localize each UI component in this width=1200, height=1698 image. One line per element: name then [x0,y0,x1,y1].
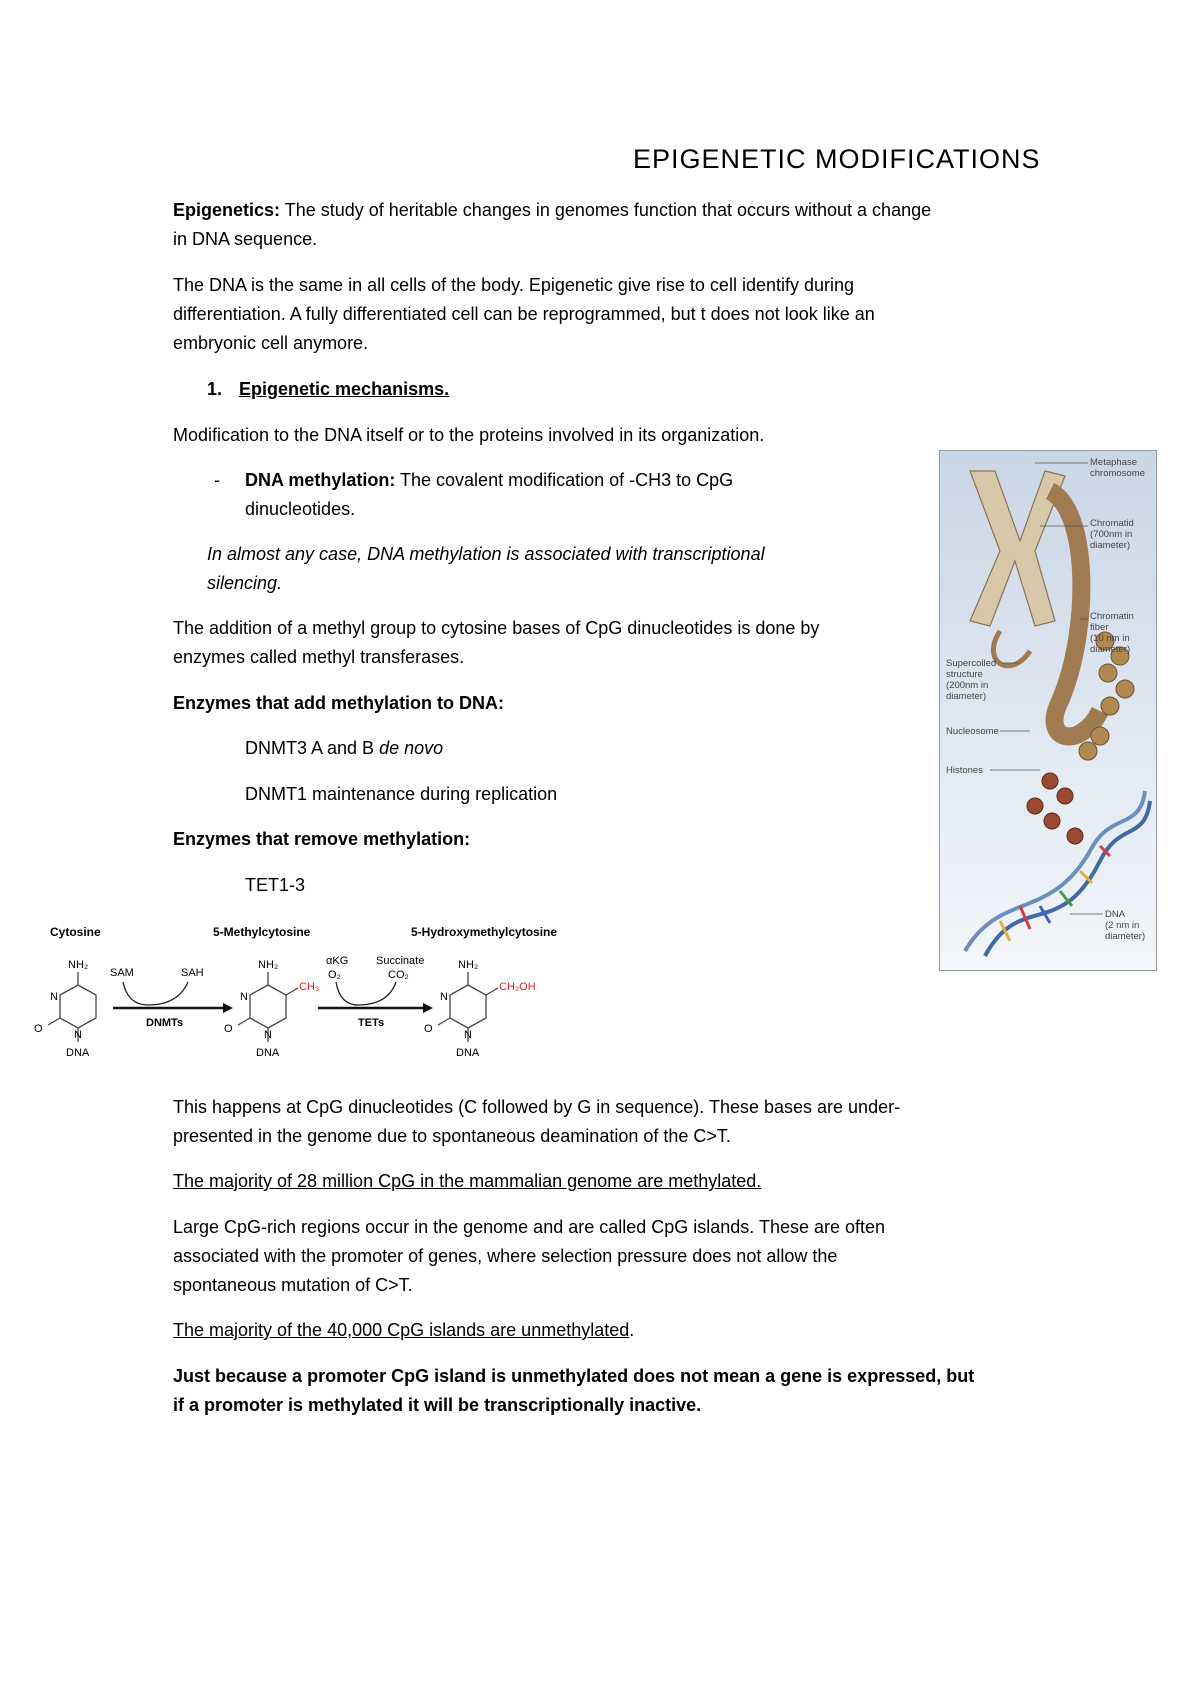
label-sah: SAH [181,967,204,979]
n-3b: N [464,1029,472,1041]
paragraph-cpg-line-1: This happens at CpG dinucleotides (C followed by G in sequence). These bases are under- [173,1097,901,1117]
tet-line: TET1-3 [245,875,306,895]
label-supercoiled-2: structure [946,669,983,680]
definition-line-2: in DNA sequence. [173,229,318,249]
paragraph-modification: Modification to the DNA itself or to the proteins involved in its organization. [173,425,765,445]
paragraph-dna-line-3: embryonic cell anymore. [173,333,369,353]
label-cytosine: Cytosine [50,925,101,939]
paragraph-addition-line-2: enzymes called methyl transferases. [173,647,465,667]
paragraph-islands-line-1: Large CpG-rich regions occur in the genome and are called CpG islands. These are often [173,1217,886,1237]
n-2b: N [264,1029,272,1041]
label-fiber-3: (10 nm in [1090,633,1130,644]
paragraph-dna-line-2: differentiation. A fully differentiated cell can be reprogrammed, but t does not look like an [173,304,875,324]
bold-conclusion-line-1 [173,1362,974,1391]
label-sam: SAM [110,967,134,979]
bullet-line-2: dinucleotides. [245,499,356,519]
o-2: O [224,1023,233,1035]
label-dnmts: DNMTs [146,1017,184,1029]
dnmt3-italic: de novo [379,738,444,758]
label-chromatid-2: (700nm in [1090,529,1133,540]
o-1: O [34,1023,43,1035]
label-supercoiled-4: diameter) [946,691,987,702]
n-1b: N [74,1029,82,1041]
bullet-term: DNA methylation: [245,470,396,490]
label-metaphase-2: chromosome [1090,468,1145,479]
label-dna-3: diameter) [1105,931,1146,942]
section-title: Epigenetic mechanisms. [239,379,450,399]
bullet-dash: - [214,470,220,490]
underlined-statement-2-text: The majority of the 40,000 CpG islands are unmethylated [173,1320,630,1340]
label-metaphase-1: Metaphase [1090,457,1138,468]
definition-line-1 [173,196,931,225]
bullet-text: The covalent modification of -CH3 to CpG [395,470,734,490]
label-tets: TETs [358,1017,385,1029]
section-heading [207,375,449,404]
ch3-label: CH₃ [299,981,320,993]
italic-note-line-1: In almost any case, DNA methylation is associated with transcriptional [207,544,765,564]
nh2-3: NH₂ [458,959,479,971]
dna-1: DNA [66,1047,90,1059]
underlined-statement-2 [173,1316,634,1345]
label-fiber-2: fiber [1090,622,1109,633]
definition-term: Epigenetics: [173,200,281,220]
cytosine-structure [48,972,96,1042]
definition-text: The study of heritable changes in genomes function that occurs without a change [280,200,932,220]
paragraph-islands-line-2: associated with the promoter of genes, where selection pressure does not allow the [173,1246,838,1266]
nh2-1: NH₂ [68,959,89,971]
paragraph-dna-line-1: The DNA is the same in all cells of the body. Epigenetic give rise to cell identify during [173,275,855,295]
paragraph-cpg-line-2: presented in the genome due to spontaneous deamination of the C>T. [173,1126,731,1146]
page-title: EPIGENETIC MODIFICATIONS [633,144,1041,174]
paragraph-islands-line-3: spontaneous mutation of C>T. [173,1275,413,1295]
n-3: N [440,991,448,1003]
bold-conclusion-line-2 [173,1391,701,1420]
dna-3: DNA [456,1047,480,1059]
label-supercoiled-1: Supercoiled [946,658,997,669]
underlined-statement-2-period: . [629,1320,635,1340]
bold-conclusion-text-2: if a promoter is methylated it will be transcriptionally inactive. [173,1395,702,1415]
label-supercoiled-3: (200nm in [946,680,989,691]
label-fiber-4: diameter) [1090,644,1131,655]
dna-2: DNA [256,1047,280,1059]
label-chromatid-1: Chromatid [1090,518,1134,529]
dnmt3-text: DNMT3 A and B [245,738,380,758]
methylation-reaction-figure [28,920,568,1070]
chromatin-structure-figure [939,450,1157,971]
label-histones: Histones [946,765,983,776]
bold-conclusion-text-1: Just because a promoter CpG island is unmethylated does not mean a gene is expressed, but [173,1366,975,1386]
label-5-hydroxymethylcytosine: 5-Hydroxymethylcytosine [411,925,558,939]
n-2: N [240,991,248,1003]
italic-note-line-2: silencing. [207,573,283,593]
o-3: O [424,1023,433,1035]
remove-enzymes-heading [173,825,470,854]
label-akg: αKG [326,955,349,967]
dnmt1-line: DNMT1 maintenance during replication [245,784,558,804]
label-5-methylcytosine: 5-Methylcytosine [213,925,311,939]
label-dna-1: DNA [1105,909,1126,920]
remove-enzymes-heading-text: Enzymes that remove methylation: [173,829,471,849]
label-o2: O₂ [328,969,341,981]
add-enzymes-heading [173,689,504,718]
dnmt3-line [245,734,443,763]
underlined-statement-1: The majority of 28 million CpG in the mammalian genome are methylated. [173,1171,762,1191]
ch2oh-label: CH₂OH [499,981,536,993]
n-1: N [50,991,58,1003]
label-succinate: Succinate [376,955,425,967]
add-enzymes-heading-text: Enzymes that add methylation to DNA: [173,693,505,713]
label-dna-2: (2 nm in [1105,920,1140,931]
bullet-line-1 [245,466,733,495]
section-number: 1. [207,379,223,399]
label-chromatid-3: diameter) [1090,540,1131,551]
label-nucleosome: Nucleosome [946,726,999,737]
paragraph-addition-line-1: The addition of a methyl group to cytosine bases of CpG dinucleotides is done by [173,618,820,638]
label-fiber-1: Chromatin [1090,611,1134,622]
nh2-2: NH₂ [258,959,279,971]
label-co2: CO₂ [388,969,409,981]
